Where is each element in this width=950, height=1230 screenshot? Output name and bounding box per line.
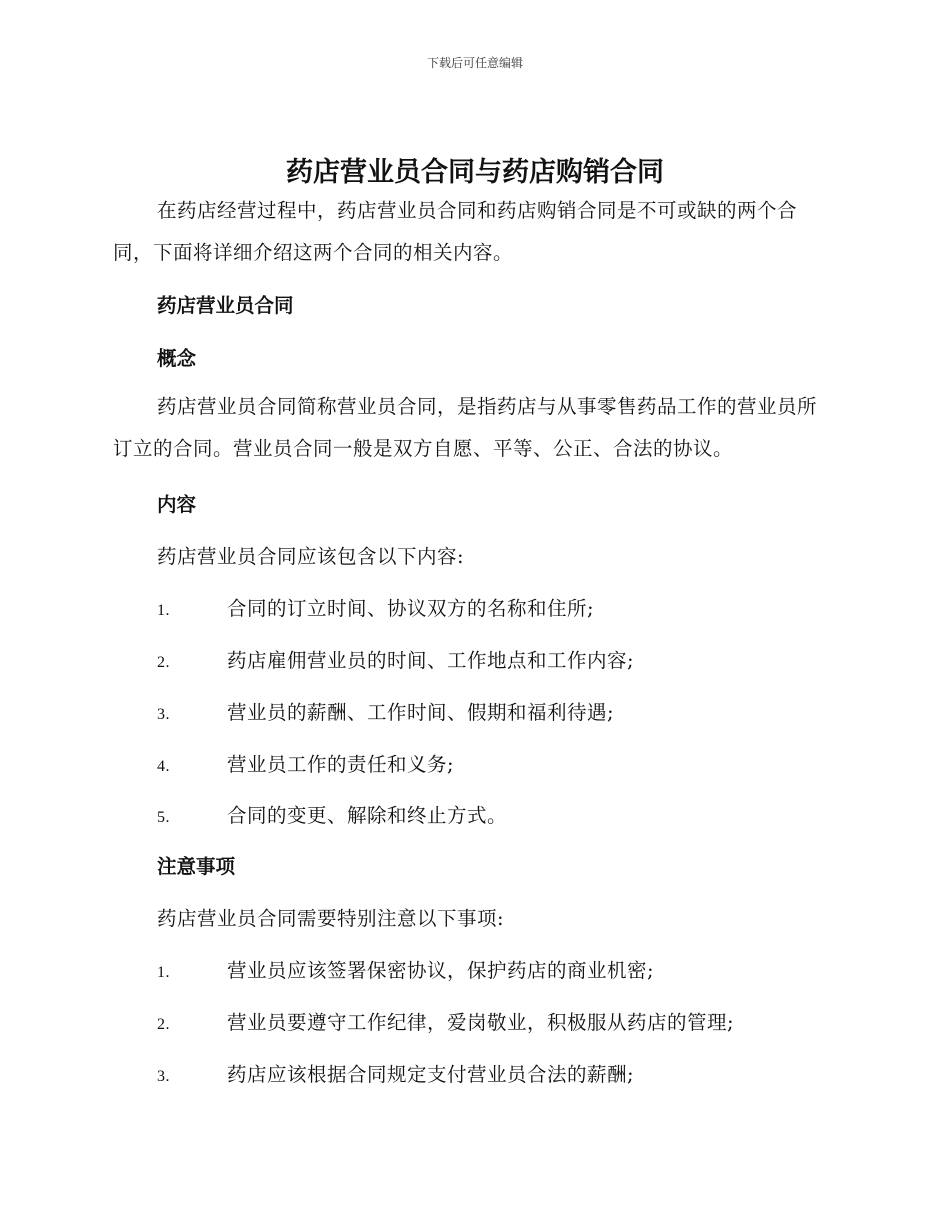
notes-list-item <box>157 1007 837 1035</box>
list-number: 3. <box>157 706 170 723</box>
list-number: 1. <box>157 964 170 981</box>
list-item-text: 药店雇佣营业员的时间、工作地点和工作内容; <box>227 649 635 672</box>
list-item-text: 营业员要遵守工作纪律，爱岗敬业，积极服从药店的管理; <box>227 1011 735 1034</box>
content-list-item <box>157 697 837 725</box>
content-list-item <box>157 645 837 673</box>
list-item-text: 营业员应该签署保密协议，保护药店的商业机密; <box>227 959 655 982</box>
list-item-text: 合同的变更、解除和终止方式。 <box>227 804 508 827</box>
list-item-text: 营业员工作的责任和义务; <box>227 753 455 776</box>
content-list-item <box>157 800 837 828</box>
notes-list-item <box>157 955 837 983</box>
page-header-note: 下载后可任意编辑 <box>426 56 523 70</box>
concept-paragraph: 药店营业员合同简称营业员合同，是指药店与从事零售药品工作的营业员所订立的合同。营业员合同一般是双方自愿、平等、公正、合法的协议。 <box>113 395 818 460</box>
list-item-text: 营业员的薪酬、工作时间、假期和福利待遇; <box>227 701 615 724</box>
content-list-item <box>157 749 837 777</box>
list-number: 2. <box>157 654 170 671</box>
subheading-content: 内容 <box>157 493 197 516</box>
subheading-concept: 概念 <box>157 347 197 370</box>
list-number: 4. <box>157 758 170 775</box>
list-item-text: 合同的订立时间、协议双方的名称和住所; <box>227 597 595 620</box>
list-number: 2. <box>157 1016 170 1033</box>
list-number: 3. <box>157 1068 170 1085</box>
document-title: 药店营业员合同与药店购销合同 <box>286 157 664 188</box>
list-number: 1. <box>157 602 170 619</box>
section-heading-salesperson-contract: 药店营业员合同 <box>157 294 294 317</box>
intro-paragraph: 在药店经营过程中，药店营业员合同和药店购销合同是不可或缺的两个合同，下面将详细介绍这两个合同的相关内容。 <box>113 199 798 264</box>
content-lead-text: 药店营业员合同应该包含以下内容: <box>157 545 465 568</box>
notes-lead-text: 药店营业员合同需要特别注意以下事项: <box>157 907 505 930</box>
list-number: 5. <box>157 809 170 826</box>
content-list-item <box>157 593 837 621</box>
subheading-notes: 注意事项 <box>157 855 236 878</box>
list-item-text: 药店应该根据合同规定支付营业员合法的薪酬; <box>227 1063 635 1086</box>
notes-list-item <box>157 1059 837 1087</box>
